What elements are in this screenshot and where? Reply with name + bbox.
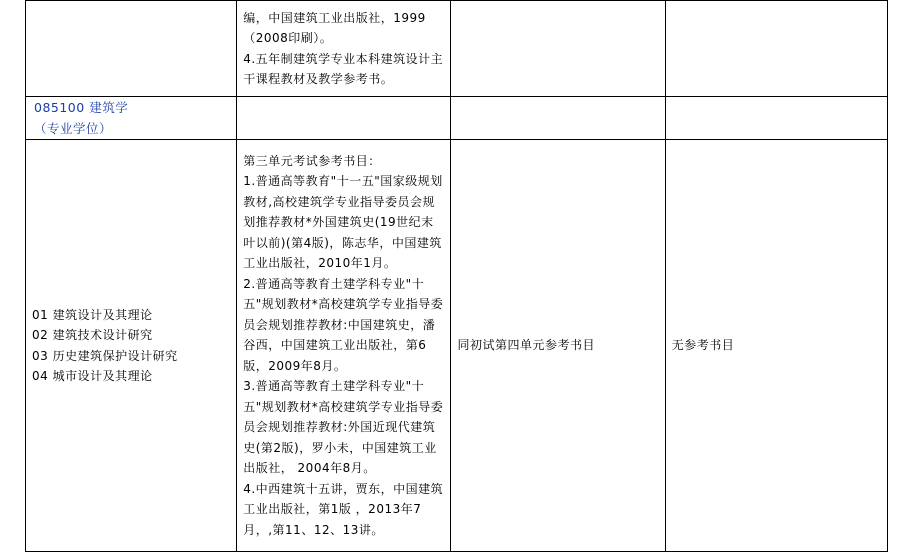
- table-row: [26, 1, 888, 97]
- research-direction: 01 建筑设计及其理论: [32, 307, 153, 322]
- reference-books-text: 第三单元考试参考书目： 1.普通高等教育"十一五"国家级规划教材,高校建筑学专业指导委员会规划推荐教材*外国建筑史(19世纪末叶以前)(第4版)，陈志华，中国建筑工业出版社，2010年1月。 2.普通高等教育土建学科专业"十五"规划教材*高校建筑学专业指导委员会规划推荐教材:中国建筑史，潘谷西，中国建筑工业出版社，第6版，2009年8月。 3.普通高等教育土建学科专业"十五"规划教材*高校建筑学专业指导委员会规划推荐教材:外国近现代建筑史(第2版)，罗小未，中国建筑工业出版社， 2004年8月。 4.中西建筑十五讲，贾东，中国建筑工业出版社，第1版 ，2013年7月，,第11、12、13讲。: [243, 153, 444, 537]
- major-cell: [26, 97, 237, 140]
- major-code-name: 085100 建筑学: [34, 100, 129, 115]
- table-row: [26, 97, 888, 140]
- other-books-cell: [665, 1, 887, 97]
- exam-reference-table: [25, 0, 888, 552]
- reference-books-cell: [237, 1, 451, 97]
- direction-cell: [26, 140, 237, 552]
- retest-books-cell: [451, 140, 665, 552]
- reference-books-text: 编，中国建筑工业出版社，1999（2008印刷）。 4.五年制建筑学专业本科建筑设计主干课程教材及教学参考书。: [243, 10, 444, 86]
- research-direction: 04 城市设计及其理论: [32, 369, 153, 383]
- other-books-cell: [665, 97, 887, 140]
- retest-books-text: 同初试第四单元参考书目: [457, 338, 595, 353]
- other-books-text: 无参考书目: [671, 338, 735, 353]
- direction-cell: [26, 1, 237, 97]
- reference-books-cell: [237, 97, 451, 140]
- research-direction: 03 历史建筑保护设计研究: [32, 348, 178, 363]
- research-direction: 02 建筑技术设计研究: [32, 328, 153, 342]
- retest-books-cell: [451, 1, 665, 97]
- major-type: （专业学位）: [34, 121, 113, 136]
- other-books-cell: [665, 140, 887, 552]
- reference-books-cell: [237, 140, 451, 552]
- table-row: [26, 140, 888, 552]
- retest-books-cell: [451, 97, 665, 140]
